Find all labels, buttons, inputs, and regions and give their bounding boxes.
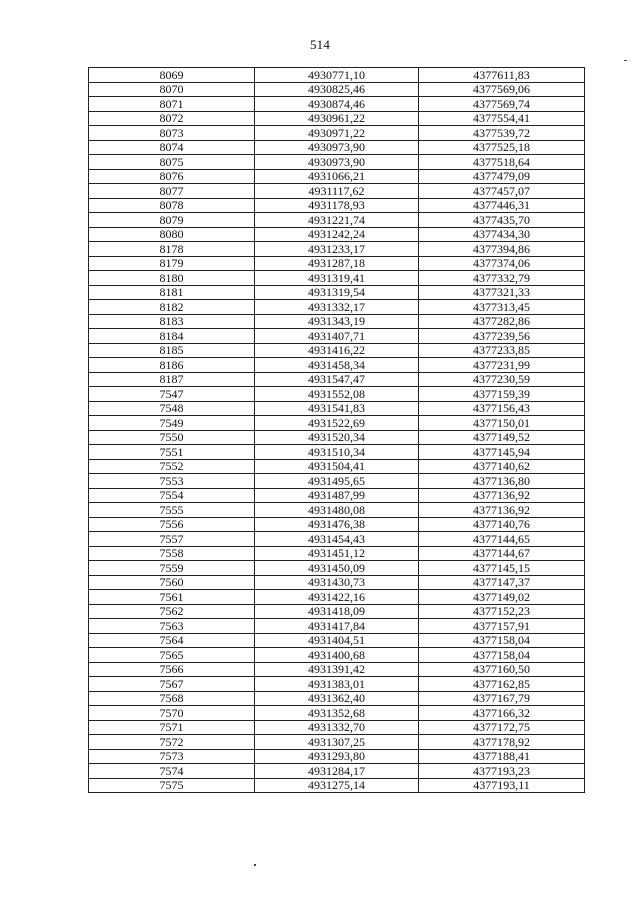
table-row [89, 401, 585, 416]
x-coordinate-cell: 4930825,46 [255, 82, 419, 97]
y-coordinate-cell: 4377518,64 [419, 155, 585, 170]
x-coordinate-cell: 4931284,17 [255, 764, 419, 779]
table-row [89, 517, 585, 532]
table-row [89, 111, 585, 126]
coordinates-table-body [89, 68, 585, 793]
y-coordinate-cell: 4377160,50 [419, 662, 585, 677]
y-coordinate-cell: 4377231,99 [419, 358, 585, 373]
table-row [89, 778, 585, 793]
point-number-cell: 8077 [89, 184, 255, 199]
x-coordinate-cell: 4931319,41 [255, 271, 419, 286]
table-row [89, 445, 585, 460]
y-coordinate-cell: 4377149,52 [419, 430, 585, 445]
table-row [89, 155, 585, 170]
y-coordinate-cell: 4377193,11 [419, 778, 585, 793]
point-number-cell: 7554 [89, 488, 255, 503]
y-coordinate-cell: 4377374,06 [419, 256, 585, 271]
table-row [89, 416, 585, 431]
y-coordinate-cell: 4377569,06 [419, 82, 585, 97]
table-row [89, 735, 585, 750]
point-number-cell: 8080 [89, 227, 255, 242]
y-coordinate-cell: 4377434,30 [419, 227, 585, 242]
table-row [89, 749, 585, 764]
table-row [89, 662, 585, 677]
point-number-cell: 7565 [89, 648, 255, 663]
y-coordinate-cell: 4377166,32 [419, 706, 585, 721]
table-row [89, 329, 585, 344]
point-number-cell: 7556 [89, 517, 255, 532]
y-coordinate-cell: 4377188,41 [419, 749, 585, 764]
x-coordinate-cell: 4931400,68 [255, 648, 419, 663]
y-coordinate-cell: 4377479,09 [419, 169, 585, 184]
point-number-cell: 8071 [89, 97, 255, 112]
y-coordinate-cell: 4377525,18 [419, 140, 585, 155]
point-number-cell: 8078 [89, 198, 255, 213]
x-coordinate-cell: 4931307,25 [255, 735, 419, 750]
table-row [89, 546, 585, 561]
y-coordinate-cell: 4377435,70 [419, 213, 585, 228]
table-row [89, 561, 585, 576]
y-coordinate-cell: 4377152,23 [419, 604, 585, 619]
point-number-cell: 7575 [89, 778, 255, 793]
scan-speck [624, 60, 627, 61]
y-coordinate-cell: 4377150,01 [419, 416, 585, 431]
x-coordinate-cell: 4931178,93 [255, 198, 419, 213]
table-row [89, 126, 585, 141]
y-coordinate-cell: 4377539,72 [419, 126, 585, 141]
y-coordinate-cell: 4377282,86 [419, 314, 585, 329]
table-row [89, 82, 585, 97]
table-row [89, 648, 585, 663]
point-number-cell: 7572 [89, 735, 255, 750]
scan-speck [254, 864, 256, 866]
x-coordinate-cell: 4930973,90 [255, 140, 419, 155]
table-row [89, 285, 585, 300]
point-number-cell: 7562 [89, 604, 255, 619]
y-coordinate-cell: 4377172,75 [419, 720, 585, 735]
table-row [89, 764, 585, 779]
table-row [89, 184, 585, 199]
point-number-cell: 7574 [89, 764, 255, 779]
y-coordinate-cell: 4377193,23 [419, 764, 585, 779]
y-coordinate-cell: 4377446,31 [419, 198, 585, 213]
point-number-cell: 7566 [89, 662, 255, 677]
y-coordinate-cell: 4377230,59 [419, 372, 585, 387]
x-coordinate-cell: 4931293,80 [255, 749, 419, 764]
table-row [89, 387, 585, 402]
y-coordinate-cell: 4377569,74 [419, 97, 585, 112]
y-coordinate-cell: 4377158,04 [419, 633, 585, 648]
point-number-cell: 7551 [89, 445, 255, 460]
y-coordinate-cell: 4377144,67 [419, 546, 585, 561]
point-number-cell: 7553 [89, 474, 255, 489]
table-row [89, 691, 585, 706]
table-row [89, 97, 585, 112]
x-coordinate-cell: 4931287,18 [255, 256, 419, 271]
y-coordinate-cell: 4377144,65 [419, 532, 585, 547]
y-coordinate-cell: 4377147,37 [419, 575, 585, 590]
y-coordinate-cell: 4377145,15 [419, 561, 585, 576]
table-row [89, 256, 585, 271]
table-row [89, 604, 585, 619]
y-coordinate-cell: 4377156,43 [419, 401, 585, 416]
table-row [89, 474, 585, 489]
y-coordinate-cell: 4377136,80 [419, 474, 585, 489]
x-coordinate-cell: 4931242,24 [255, 227, 419, 242]
y-coordinate-cell: 4377233,85 [419, 343, 585, 358]
x-coordinate-cell: 4931418,09 [255, 604, 419, 619]
x-coordinate-cell: 4931391,42 [255, 662, 419, 677]
x-coordinate-cell: 4931221,74 [255, 213, 419, 228]
x-coordinate-cell: 4931430,73 [255, 575, 419, 590]
x-coordinate-cell: 4930973,90 [255, 155, 419, 170]
y-coordinate-cell: 4377157,91 [419, 619, 585, 634]
coordinates-table [88, 67, 585, 793]
y-coordinate-cell: 4377313,45 [419, 300, 585, 315]
y-coordinate-cell: 4377394,86 [419, 242, 585, 257]
y-coordinate-cell: 4377554,41 [419, 111, 585, 126]
table-row [89, 198, 585, 213]
point-number-cell: 7555 [89, 503, 255, 518]
y-coordinate-cell: 4377178,92 [419, 735, 585, 750]
point-number-cell: 7568 [89, 691, 255, 706]
x-coordinate-cell: 4931416,22 [255, 343, 419, 358]
point-number-cell: 8070 [89, 82, 255, 97]
table-row [89, 271, 585, 286]
y-coordinate-cell: 4377158,04 [419, 648, 585, 663]
x-coordinate-cell: 4931404,51 [255, 633, 419, 648]
point-number-cell: 8184 [89, 329, 255, 344]
point-number-cell: 7567 [89, 677, 255, 692]
point-number-cell: 7552 [89, 459, 255, 474]
point-number-cell: 7557 [89, 532, 255, 547]
table-row [89, 314, 585, 329]
y-coordinate-cell: 4377145,94 [419, 445, 585, 460]
y-coordinate-cell: 4377321,33 [419, 285, 585, 300]
y-coordinate-cell: 4377167,79 [419, 691, 585, 706]
x-coordinate-cell: 4930971,22 [255, 126, 419, 141]
y-coordinate-cell: 4377140,62 [419, 459, 585, 474]
table-row [89, 503, 585, 518]
x-coordinate-cell: 4931332,17 [255, 300, 419, 315]
table-row [89, 372, 585, 387]
table-row [89, 300, 585, 315]
x-coordinate-cell: 4930771,10 [255, 68, 419, 83]
x-coordinate-cell: 4931417,84 [255, 619, 419, 634]
point-number-cell: 7550 [89, 430, 255, 445]
x-coordinate-cell: 4931520,34 [255, 430, 419, 445]
table-row [89, 358, 585, 373]
table-row [89, 227, 585, 242]
table-row [89, 677, 585, 692]
point-number-cell: 7558 [89, 546, 255, 561]
y-coordinate-cell: 4377159,39 [419, 387, 585, 402]
x-coordinate-cell: 4931117,62 [255, 184, 419, 199]
x-coordinate-cell: 4930874,46 [255, 97, 419, 112]
point-number-cell: 7570 [89, 706, 255, 721]
x-coordinate-cell: 4931487,99 [255, 488, 419, 503]
point-number-cell: 8181 [89, 285, 255, 300]
y-coordinate-cell: 4377140,76 [419, 517, 585, 532]
point-number-cell: 8073 [89, 126, 255, 141]
point-number-cell: 8185 [89, 343, 255, 358]
x-coordinate-cell: 4931454,43 [255, 532, 419, 547]
y-coordinate-cell: 4377457,07 [419, 184, 585, 199]
x-coordinate-cell: 4931547,47 [255, 372, 419, 387]
point-number-cell: 8079 [89, 213, 255, 228]
x-coordinate-cell: 4931352,68 [255, 706, 419, 721]
table-row [89, 430, 585, 445]
x-coordinate-cell: 4931383,01 [255, 677, 419, 692]
point-number-cell: 7548 [89, 401, 255, 416]
table-row [89, 242, 585, 257]
table-row [89, 213, 585, 228]
table-row [89, 532, 585, 547]
x-coordinate-cell: 4931275,14 [255, 778, 419, 793]
point-number-cell: 8072 [89, 111, 255, 126]
point-number-cell: 7573 [89, 749, 255, 764]
x-coordinate-cell: 4931233,17 [255, 242, 419, 257]
x-coordinate-cell: 4931480,08 [255, 503, 419, 518]
point-number-cell: 7561 [89, 590, 255, 605]
point-number-cell: 8075 [89, 155, 255, 170]
point-number-cell: 8069 [89, 68, 255, 83]
page-number: 514 [309, 37, 331, 52]
point-number-cell: 7560 [89, 575, 255, 590]
x-coordinate-cell: 4931343,19 [255, 314, 419, 329]
table-row [89, 575, 585, 590]
table-row [89, 68, 585, 83]
table-row [89, 343, 585, 358]
table-row [89, 706, 585, 721]
x-coordinate-cell: 4931422,16 [255, 590, 419, 605]
point-number-cell: 8182 [89, 300, 255, 315]
x-coordinate-cell: 4931504,41 [255, 459, 419, 474]
x-coordinate-cell: 4931451,12 [255, 546, 419, 561]
x-coordinate-cell: 4931066,21 [255, 169, 419, 184]
y-coordinate-cell: 4377239,56 [419, 329, 585, 344]
x-coordinate-cell: 4931458,34 [255, 358, 419, 373]
x-coordinate-cell: 4931495,65 [255, 474, 419, 489]
x-coordinate-cell: 4931362,40 [255, 691, 419, 706]
x-coordinate-cell: 4931450,09 [255, 561, 419, 576]
point-number-cell: 7549 [89, 416, 255, 431]
x-coordinate-cell: 4930961,22 [255, 111, 419, 126]
point-number-cell: 7571 [89, 720, 255, 735]
point-number-cell: 8180 [89, 271, 255, 286]
point-number-cell: 8074 [89, 140, 255, 155]
y-coordinate-cell: 4377332,79 [419, 271, 585, 286]
point-number-cell: 7559 [89, 561, 255, 576]
table-row [89, 459, 585, 474]
point-number-cell: 7564 [89, 633, 255, 648]
x-coordinate-cell: 4931510,34 [255, 445, 419, 460]
table-row [89, 488, 585, 503]
table-row [89, 140, 585, 155]
point-number-cell: 8179 [89, 256, 255, 271]
point-number-cell: 8178 [89, 242, 255, 257]
point-number-cell: 7563 [89, 619, 255, 634]
point-number-cell: 7547 [89, 387, 255, 402]
x-coordinate-cell: 4931476,38 [255, 517, 419, 532]
x-coordinate-cell: 4931407,71 [255, 329, 419, 344]
point-number-cell: 8076 [89, 169, 255, 184]
table-row [89, 169, 585, 184]
x-coordinate-cell: 4931522,69 [255, 416, 419, 431]
y-coordinate-cell: 4377136,92 [419, 488, 585, 503]
x-coordinate-cell: 4931319,54 [255, 285, 419, 300]
table-row [89, 619, 585, 634]
y-coordinate-cell: 4377611,83 [419, 68, 585, 83]
y-coordinate-cell: 4377162,85 [419, 677, 585, 692]
y-coordinate-cell: 4377149,02 [419, 590, 585, 605]
x-coordinate-cell: 4931552,08 [255, 387, 419, 402]
table-row [89, 590, 585, 605]
table-row [89, 633, 585, 648]
table-row [89, 720, 585, 735]
x-coordinate-cell: 4931332,70 [255, 720, 419, 735]
y-coordinate-cell: 4377136,92 [419, 503, 585, 518]
x-coordinate-cell: 4931541,83 [255, 401, 419, 416]
point-number-cell: 8186 [89, 358, 255, 373]
point-number-cell: 8187 [89, 372, 255, 387]
point-number-cell: 8183 [89, 314, 255, 329]
